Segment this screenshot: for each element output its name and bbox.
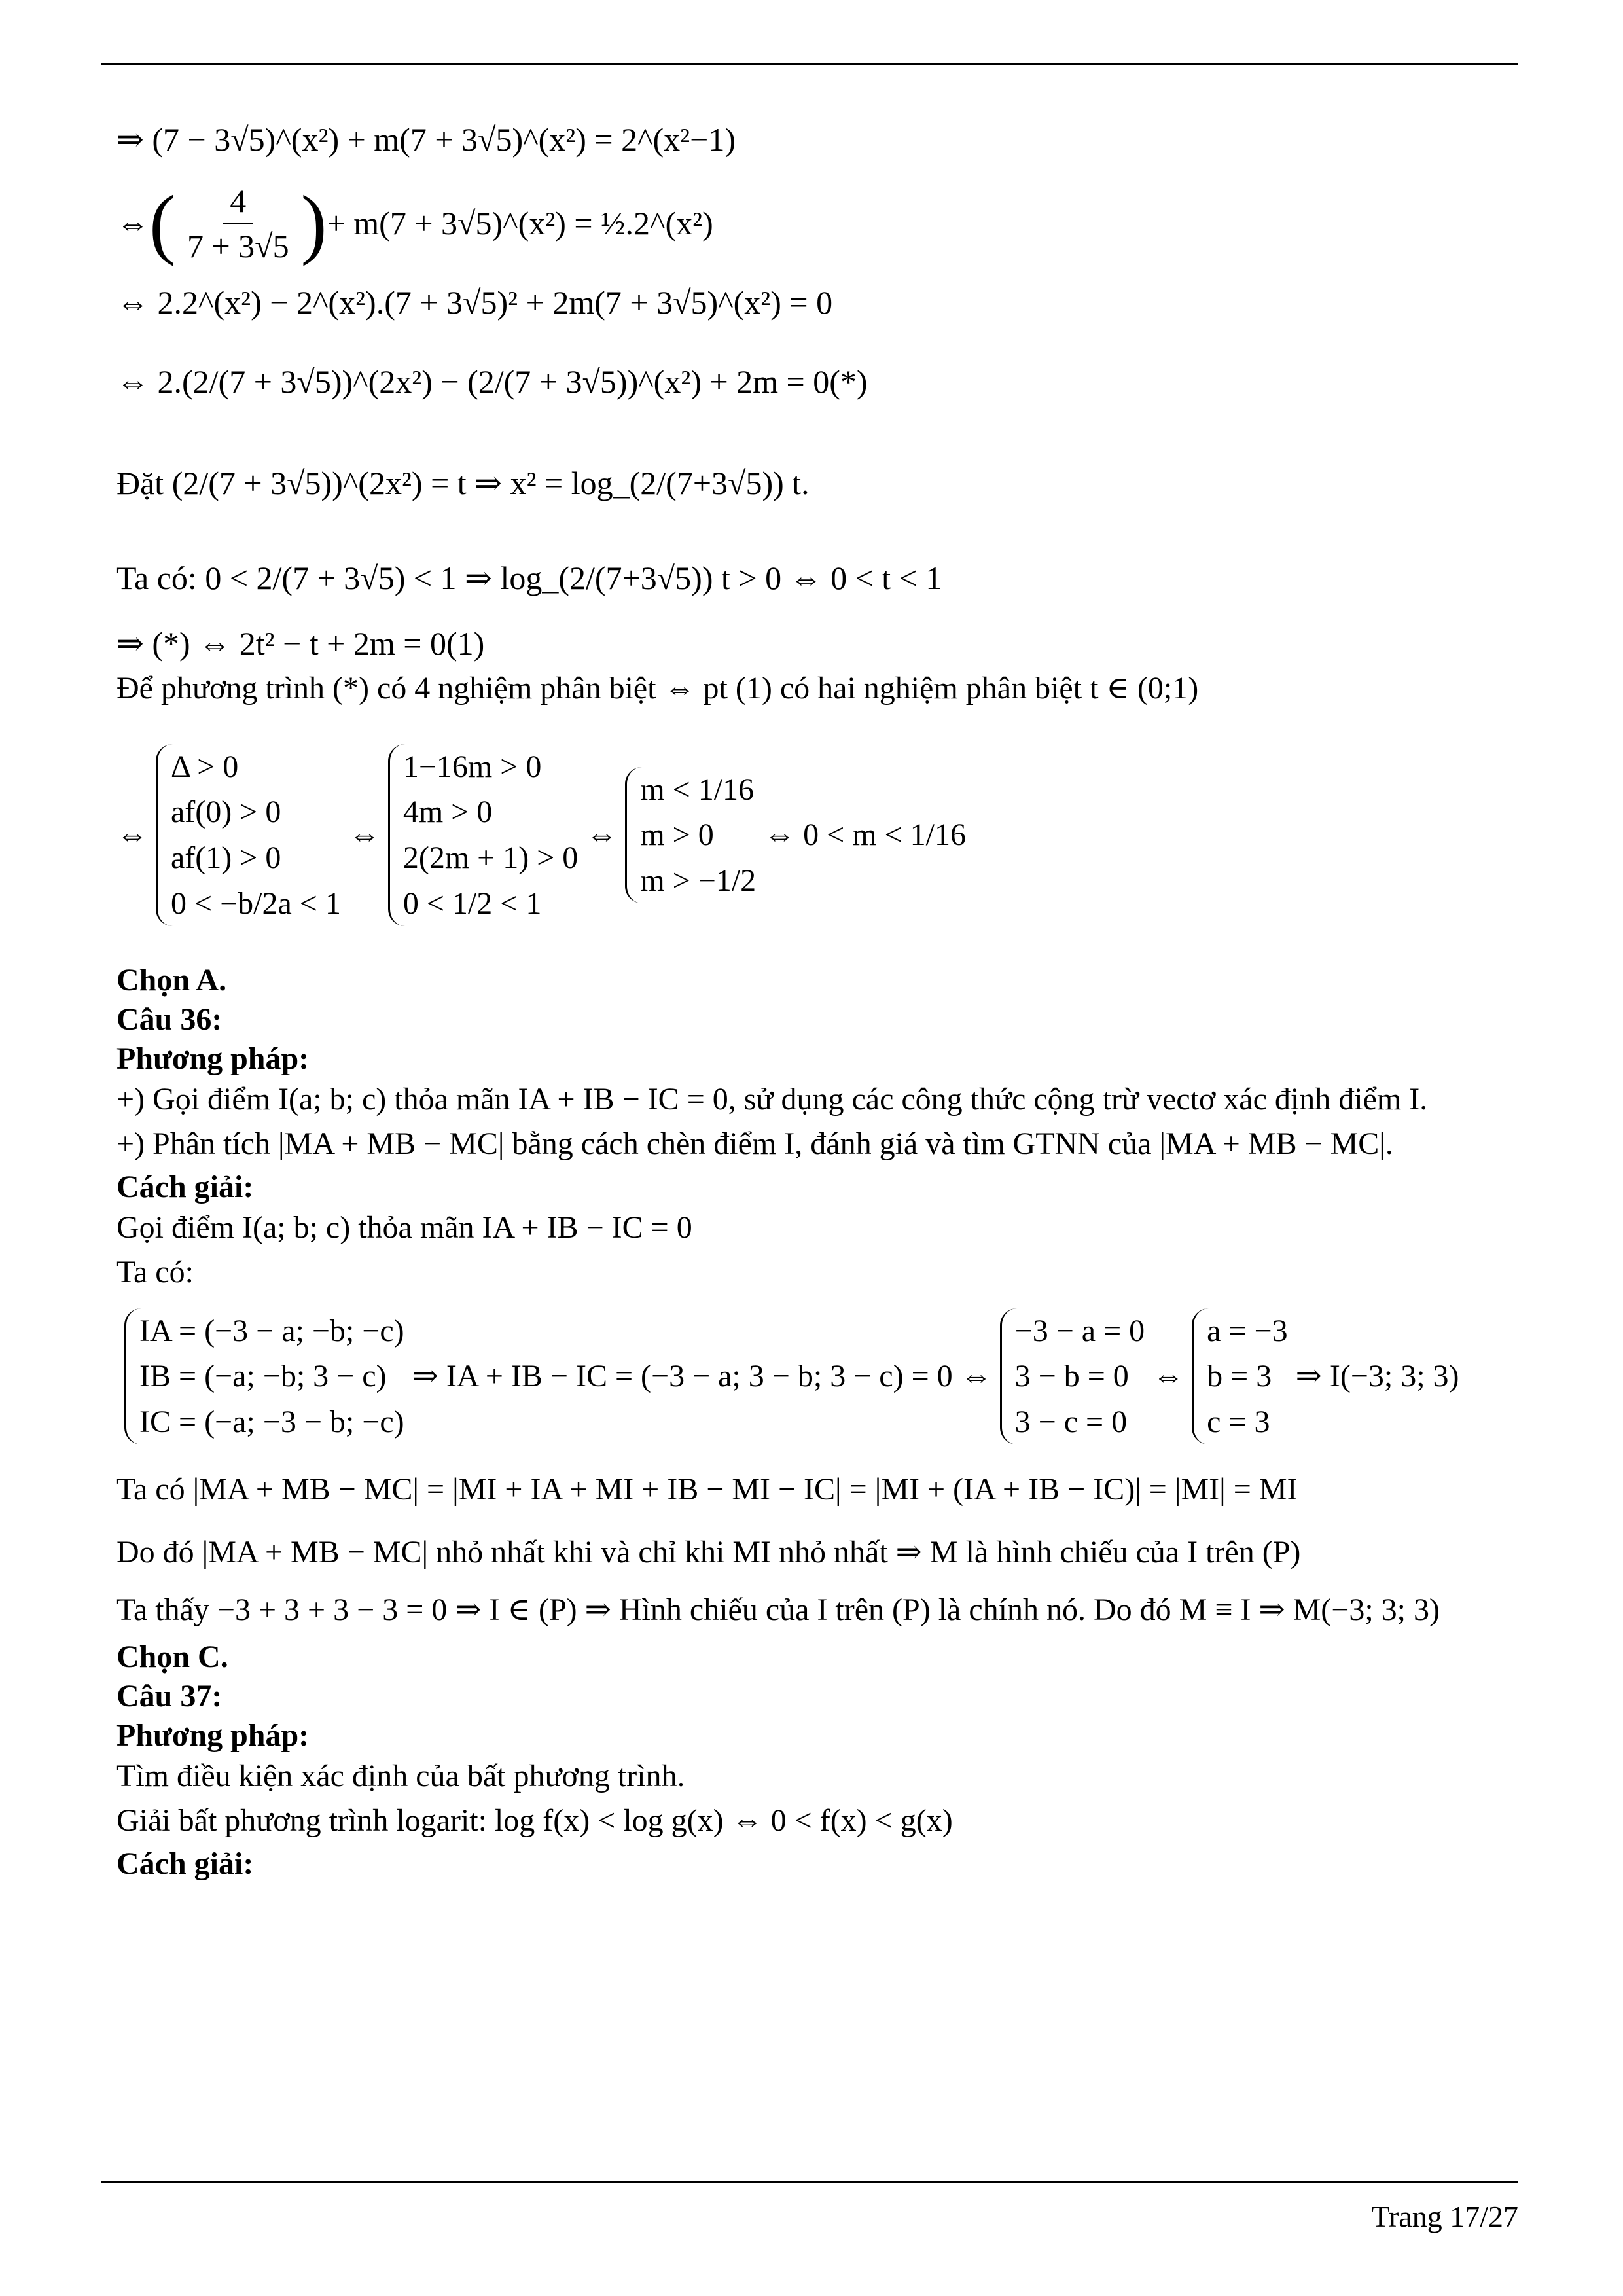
solution-step: Ta có: [116, 1255, 194, 1290]
equation-line [116, 535, 1517, 620]
paren-open: ( [149, 179, 175, 266]
question-title: Câu 37: [116, 1679, 223, 1713]
page-content [116, 105, 1517, 1882]
equation-line [116, 620, 1517, 666]
footer-rule [101, 2181, 1518, 2183]
text-line [116, 1754, 1517, 1799]
solution-step: Ta thấy −3 + 3 + 3 − 3 = 0 ⇒ I ∈ (P) ⇒ Hình chiếu của I trên (P) là chính nó. Do đó M ≡ I ⇒ M(−3; 3; 3) [116, 1592, 1440, 1628]
equiv-symbol: ⇔ [116, 205, 149, 242]
equation-line [116, 431, 1517, 535]
system-row: IA = (−3 − a; −b; −c) [139, 1313, 404, 1348]
equation-line [116, 272, 1517, 332]
equation-text: + m(7 + 3√5)^(x²) = ½.2^(x²) [327, 205, 713, 242]
equiv-symbol: ⇔ [348, 817, 380, 853]
fraction [181, 179, 296, 268]
paren-close: ) [300, 179, 327, 266]
solution-step: Do đó |MA + MB − MC| nhỏ nhất khi và chỉ khi MI nhỏ nhất ⇒ M là hình chiếu của I trên (P) [116, 1535, 1301, 1570]
text-line [116, 1077, 1517, 1122]
system-line [116, 711, 1517, 960]
equation-line [116, 332, 1517, 431]
system-row: −3 − a = 0 [1014, 1313, 1145, 1348]
equiv-symbol: ⇔ [586, 817, 618, 853]
method-step: +) Gọi điểm I(a; b; c) thỏa mãn IA + IB − IC = 0, sử dụng các công thức cộng trừ vectơ xác định điểm I. [116, 1082, 1428, 1117]
system-row: 2(2m + 1) > 0 [402, 840, 579, 875]
vector-sum: ⇒ IA + IB − IC = (−3 − a; 3 − b; 3 − c) = 0 ⇔ [412, 1359, 992, 1394]
solution-title: Cách giải: [116, 1846, 254, 1881]
equation-text: ⇒ (*) ⇔ 2t² − t + 2m = 0(1) [116, 625, 485, 662]
vector-system-line [116, 1295, 1517, 1458]
system-row: IC = (−a; −3 − b; −c) [139, 1404, 404, 1439]
text-line [116, 1521, 1517, 1584]
system-row: b = 3 [1207, 1359, 1272, 1394]
system-row: a = −3 [1207, 1313, 1288, 1348]
system-row: m > −1/2 [640, 863, 757, 898]
system-row: m > 0 [640, 817, 714, 853]
equation-line [116, 174, 1517, 272]
text-line [116, 1799, 1517, 1843]
method-title: Phương pháp: [116, 1041, 310, 1076]
system-row: af(1) > 0 [171, 840, 281, 875]
system-brace [625, 767, 756, 904]
solution-step: Gọi điểm I(a; b; c) thỏa mãn IA + IB − IC = 0 [116, 1210, 692, 1246]
system-brace [1000, 1308, 1145, 1445]
system-brace [1192, 1308, 1287, 1445]
system-brace [388, 744, 578, 926]
system-brace [156, 744, 341, 926]
text-line [116, 1250, 1517, 1295]
system-row: c = 3 [1207, 1404, 1270, 1439]
page-number: Trang 17/27 [1371, 2200, 1518, 2233]
system-result: ⇔ 0 < m < 1/16 [764, 817, 966, 853]
method-step: Tìm điều kiện xác định của bất phương trình. [116, 1759, 685, 1794]
system-row: Δ > 0 [171, 749, 239, 784]
solution-title: Cách giải: [116, 1170, 254, 1204]
system-row: 0 < −b/2a < 1 [171, 886, 341, 921]
system-row: af(0) > 0 [171, 795, 281, 830]
system-row: 0 < 1/2 < 1 [402, 886, 542, 921]
text-line [116, 1584, 1517, 1636]
solution-step: Ta có |MA + MB − MC| = |MI + IA + MI + IB − MI − IC| = |MI + (IA + IB − IC)| = |MI| = MI [116, 1472, 1298, 1507]
text-line [116, 1458, 1517, 1521]
system-row: 1−16m > 0 [402, 749, 542, 784]
header-rule [101, 63, 1518, 65]
question-title: Câu 36: [116, 1002, 223, 1037]
system-row: 3 − b = 0 [1014, 1359, 1129, 1394]
text-line [116, 1206, 1517, 1250]
system-row: m < 1/16 [640, 772, 755, 807]
equiv-symbol: ⇔ [1152, 1359, 1185, 1394]
equation-line [116, 105, 1517, 174]
system-brace [124, 1308, 404, 1445]
result-point: ⇒ I(−3; 3; 3) [1295, 1359, 1459, 1394]
equiv-symbol: ⇔ [116, 817, 148, 853]
method-step: +) Phân tích |MA + MB − MC| bằng cách chèn điểm I, đánh giá và tìm GTNN của |MA + MB − MC|. [116, 1126, 1393, 1162]
method-step: Giải bất phương trình logarit: log f(x) < log g(x) ⇔ 0 < f(x) < g(x) [116, 1803, 953, 1839]
method-title: Phương pháp: [116, 1718, 310, 1753]
text-line [116, 1122, 1517, 1166]
fraction-numerator: 4 [223, 179, 253, 224]
text-line [116, 666, 1517, 711]
equation-text: ⇔ 2.(2/(7 + 3√5))^(2x²) − (2/(7 + 3√5))^(x²) + 2m = 0(*) [116, 363, 868, 400]
choice-label: Chọn C. [116, 1640, 228, 1674]
equation-text: Ta có: 0 < 2/(7 + 3√5) < 1 ⇒ log_(2/(7+3√5)) t > 0 ⇔ 0 < t < 1 [116, 560, 942, 596]
system-row: 3 − c = 0 [1014, 1404, 1128, 1439]
equation-text: ⇔ 2.2^(x²) − 2^(x²).(7 + 3√5)² + 2m(7 + 3√5)^(x²) = 0 [116, 284, 833, 321]
system-row: 4m > 0 [402, 795, 493, 830]
system-row: IB = (−a; −b; 3 − c) [139, 1359, 387, 1394]
equation-text: ⇒ (7 − 3√5)^(x²) + m(7 + 3√5)^(x²) = 2^(x²−1) [116, 121, 736, 158]
fraction-denominator: 7 + 3√5 [187, 227, 289, 264]
condition-text: Để phương trình (*) có 4 nghiệm phân biệt ⇔ pt (1) có hai nghiệm phân biệt t ∈ (0;1) [116, 671, 1199, 706]
equation-text: Đặt (2/(7 + 3√5))^(2x²) = t ⇒ x² = log_(2/(7+3√5)) t. [116, 465, 810, 501]
choice-label: Chọn A. [116, 963, 227, 997]
